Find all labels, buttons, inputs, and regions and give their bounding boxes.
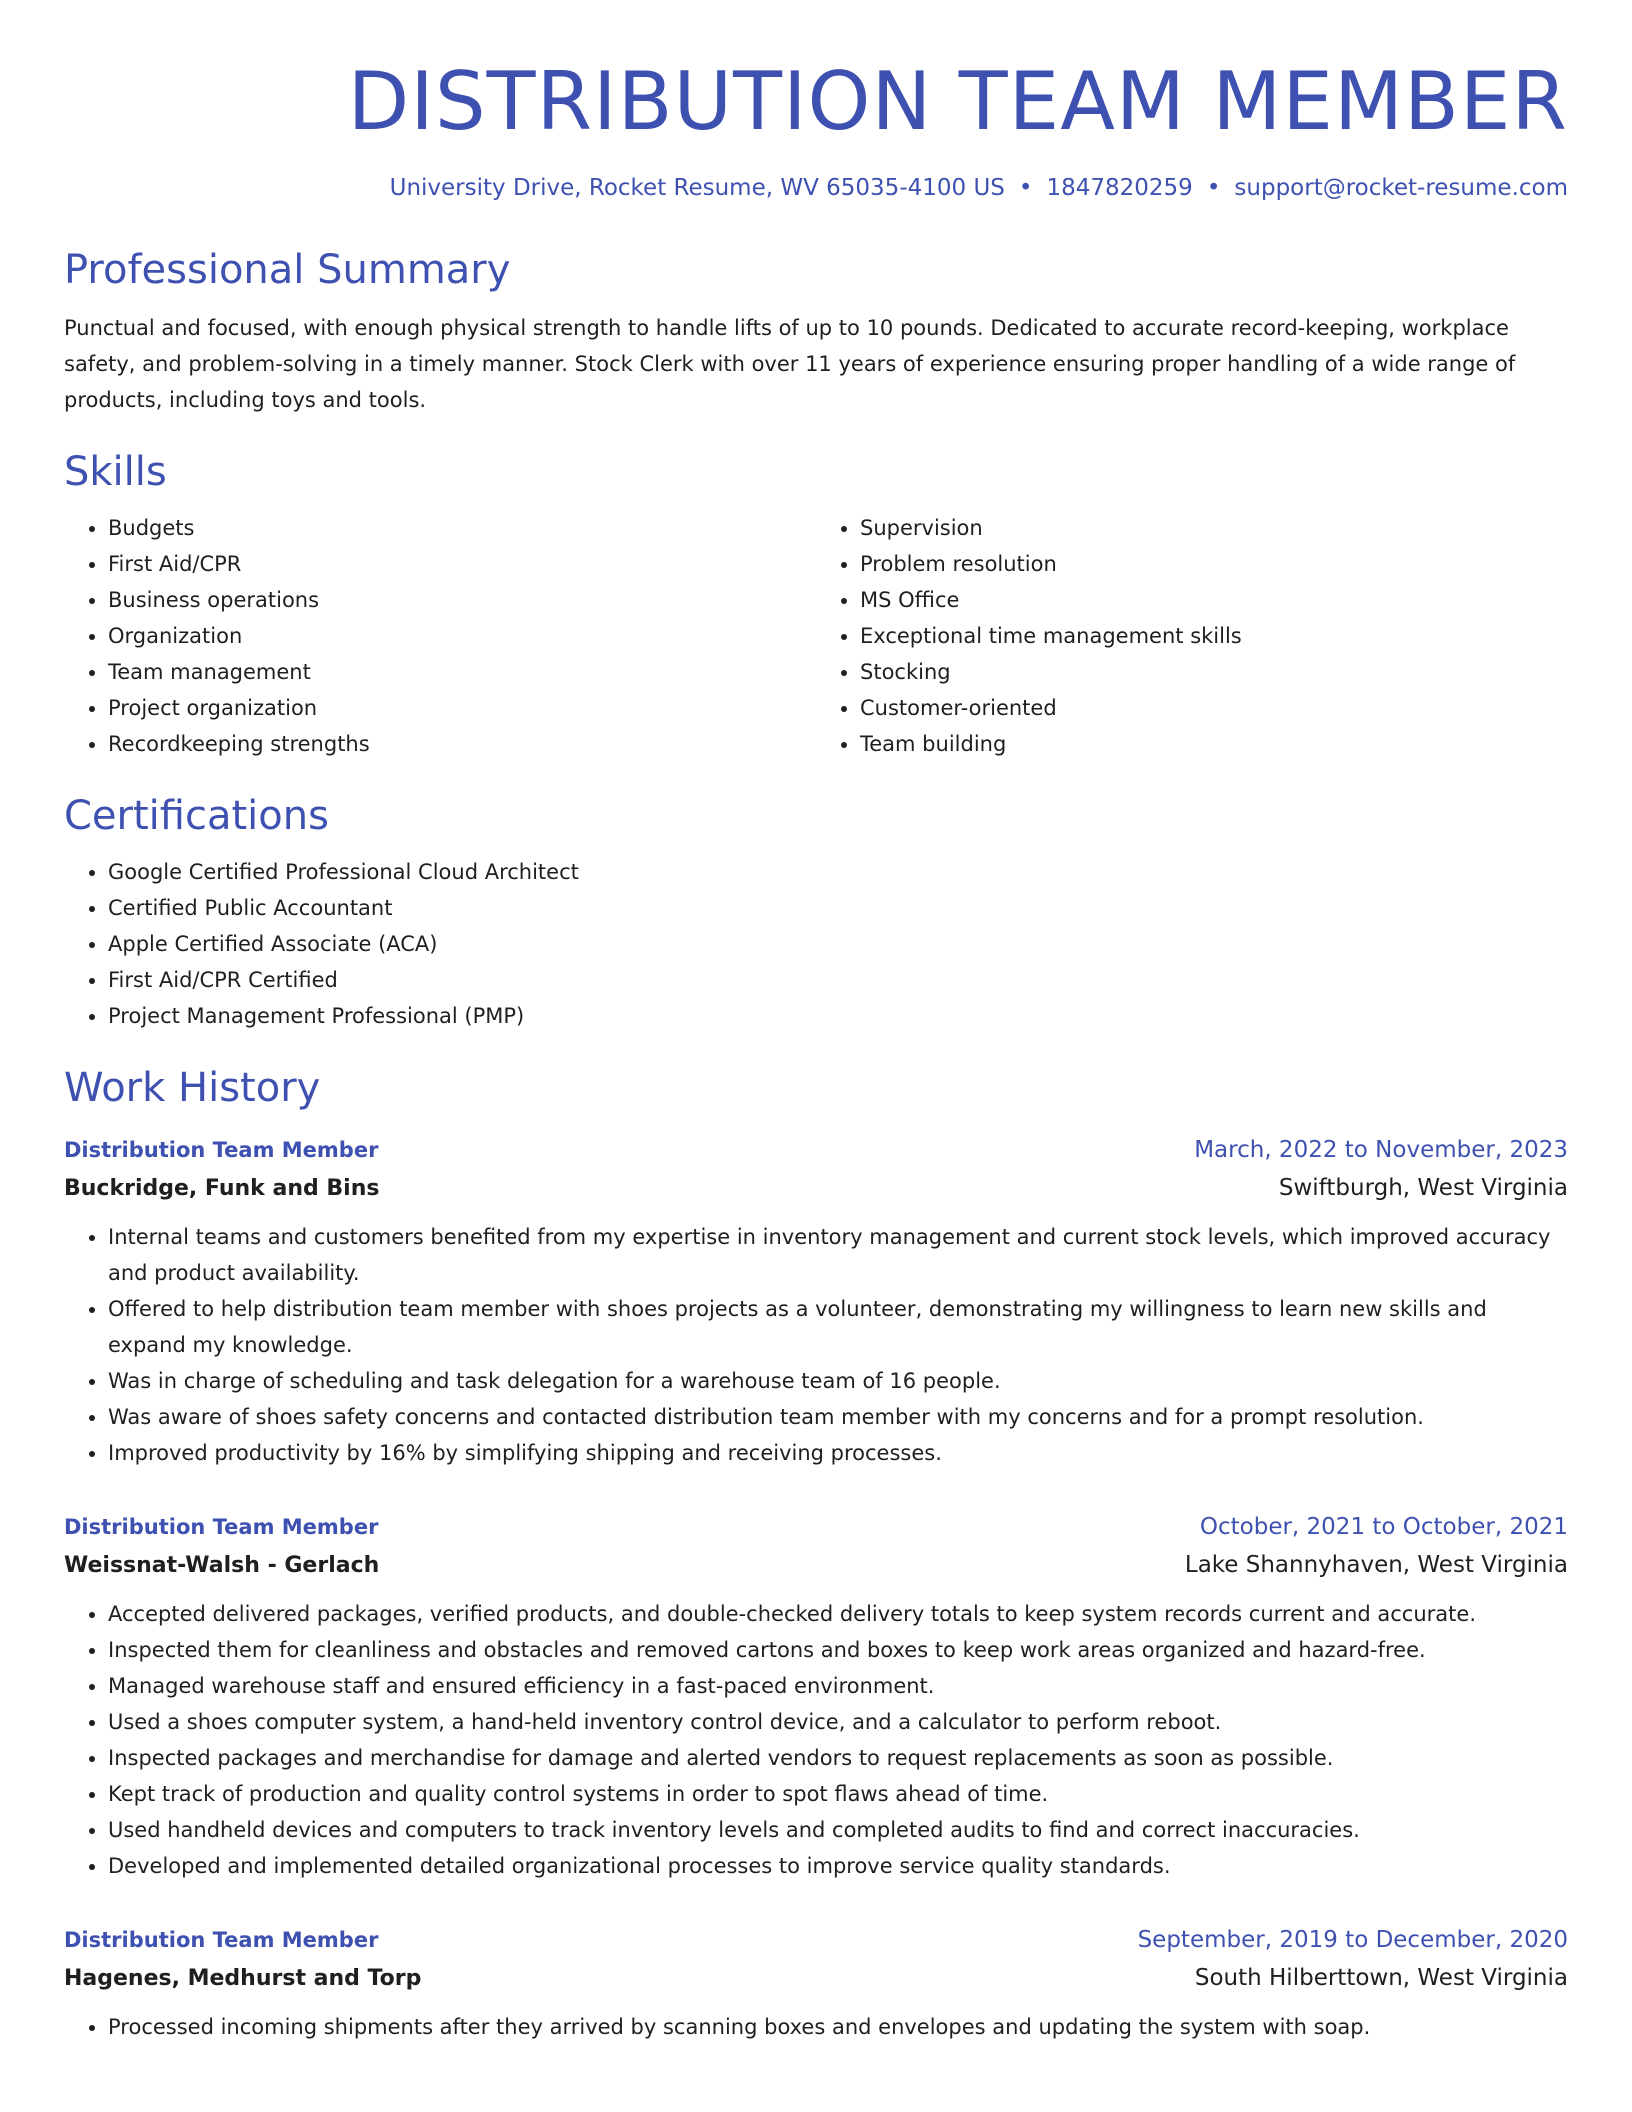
job-bullet: • Used handheld devices and computers to track inventory levels and completed audits to find and correct inaccuracies.	[108, 1812, 1568, 1848]
job-location: Swiftburgh, West Virginia	[1278, 1175, 1568, 1201]
job-company: Buckridge, Funk and Bins	[64, 1176, 380, 1201]
skill-item: • First Aid/CPR	[108, 546, 816, 582]
certification-item: • Certified Public Accountant	[108, 890, 1568, 926]
job-bullets	[64, 1219, 1568, 1471]
job-header-row	[64, 1922, 1568, 1958]
skill-item: • Exceptional time management skills	[860, 618, 1568, 654]
skills-list-left	[64, 510, 816, 762]
skill-item: • Team management	[108, 654, 816, 690]
certifications-list	[64, 854, 1568, 1034]
job-header-row	[64, 1509, 1568, 1545]
job-bullet: • Was aware of shoes safety concerns and contacted distribution team member with my concerns and for a prompt resolution.	[108, 1399, 1568, 1435]
job-header-row	[64, 1132, 1568, 1168]
work-history-section	[64, 1064, 1568, 2045]
certification-item: • First Aid/CPR Certified	[108, 962, 1568, 998]
job-entry	[64, 1922, 1568, 2045]
job-company-row	[64, 1545, 1568, 1586]
skill-item: • Customer-oriented	[860, 690, 1568, 726]
contact-line	[64, 174, 1568, 202]
job-bullet: • Processed incoming shipments after they arrived by scanning boxes and envelopes and updating the system with soap.	[108, 2009, 1568, 2045]
job-bullet: • Internal teams and customers benefited from my expertise in inventory management and current stock levels, which improved accuracy and product availability.	[108, 1219, 1568, 1291]
skill-item: • MS Office	[860, 582, 1568, 618]
job-dates: March, 2022 to November, 2023	[1194, 1137, 1568, 1163]
certification-item: • Apple Certified Associate (ACA)	[108, 926, 1568, 962]
contact-separator: •	[1018, 175, 1033, 201]
skill-item: • Budgets	[108, 510, 816, 546]
summary-section	[64, 246, 1568, 418]
job-bullet: • Developed and implemented detailed organizational processes to improve service quality standards.	[108, 1848, 1568, 1884]
job-title: Distribution Team Member	[64, 1515, 379, 1539]
summary-heading: Professional Summary	[64, 247, 511, 293]
resume-name: DISTRIBUTION TEAM MEMBER	[347, 55, 1568, 148]
skill-item: • Organization	[108, 618, 816, 654]
job-bullet: • Improved productivity by 16% by simplifying shipping and receiving processes.	[108, 1435, 1568, 1471]
skills-section	[64, 448, 1568, 762]
summary-text: Punctual and focused, with enough physical strength to handle lifts of up to 10 pounds. Dedicated to accurate record-keeping, workplace safety, and problem-solving in a timely manner. Stock Clerk with over 11 years of experience ensuring proper handling of a wide range of products, including toys and tools.	[64, 316, 1516, 412]
certifications-heading: Certifications	[64, 793, 329, 839]
resume-page	[64, 0, 1568, 2045]
job-bullets	[64, 2009, 1568, 2045]
contact-separator: •	[1206, 175, 1221, 201]
job-bullet: • Was in charge of scheduling and task delegation for a warehouse team of 16 people.	[108, 1363, 1568, 1399]
contact-phone: 1847820259	[1046, 175, 1193, 201]
job-dates: September, 2019 to December, 2020	[1137, 1927, 1568, 1953]
job-location: South Hilberttown, West Virginia	[1194, 1965, 1568, 1991]
job-bullets	[64, 1596, 1568, 1884]
skill-item: • Problem resolution	[860, 546, 1568, 582]
skills-columns	[64, 510, 1568, 762]
skill-item: • Stocking	[860, 654, 1568, 690]
job-entry	[64, 1509, 1568, 1884]
skill-item: • Supervision	[860, 510, 1568, 546]
job-bullet: • Inspected them for cleanliness and obstacles and removed cartons and boxes to keep work areas organized and hazard-free.	[108, 1632, 1568, 1668]
skill-item: • Project organization	[108, 690, 816, 726]
skill-item: • Business operations	[108, 582, 816, 618]
job-dates: October, 2021 to October, 2021	[1199, 1514, 1568, 1540]
contact-address: University Drive, Rocket Resume, WV 65035-4100 US	[389, 175, 1005, 201]
job-bullet: • Managed warehouse staff and ensured efficiency in a fast-paced environment.	[108, 1668, 1568, 1704]
skills-list-right	[816, 510, 1568, 762]
job-company-row	[64, 1168, 1568, 1209]
certification-item: • Project Management Professional (PMP)	[108, 998, 1568, 1034]
job-title: Distribution Team Member	[64, 1138, 379, 1162]
job-bullet: • Accepted delivered packages, verified products, and double-checked delivery totals to keep system records current and accurate.	[108, 1596, 1568, 1632]
job-bullet: • Kept track of production and quality control systems in order to spot flaws ahead of time.	[108, 1776, 1568, 1812]
work-history-heading: Work History	[64, 1065, 321, 1111]
job-company: Hagenes, Medhurst and Torp	[64, 1966, 422, 1991]
job-bullet: • Offered to help distribution team member with shoes projects as a volunteer, demonstrating my willingness to learn new skills and expand my knowledge.	[108, 1291, 1568, 1363]
skill-item: • Team building	[860, 726, 1568, 762]
job-title: Distribution Team Member	[64, 1928, 379, 1952]
skill-item: • Recordkeeping strengths	[108, 726, 816, 762]
certification-item: • Google Certified Professional Cloud Architect	[108, 854, 1568, 890]
certifications-section	[64, 792, 1568, 1034]
job-company-row	[64, 1958, 1568, 1999]
job-bullet: • Inspected packages and merchandise for damage and alerted vendors to request replacements as soon as possible.	[108, 1740, 1568, 1776]
job-company: Weissnat-Walsh - Gerlach	[64, 1553, 380, 1578]
job-location: Lake Shannyhaven, West Virginia	[1184, 1552, 1568, 1578]
contact-email[interactable]: support@rocket-resume.com	[1234, 175, 1568, 201]
job-entry	[64, 1132, 1568, 1471]
skills-heading: Skills	[64, 449, 167, 495]
job-bullet: • Used a shoes computer system, a hand-held inventory control device, and a calculator to perform reboot.	[108, 1704, 1568, 1740]
